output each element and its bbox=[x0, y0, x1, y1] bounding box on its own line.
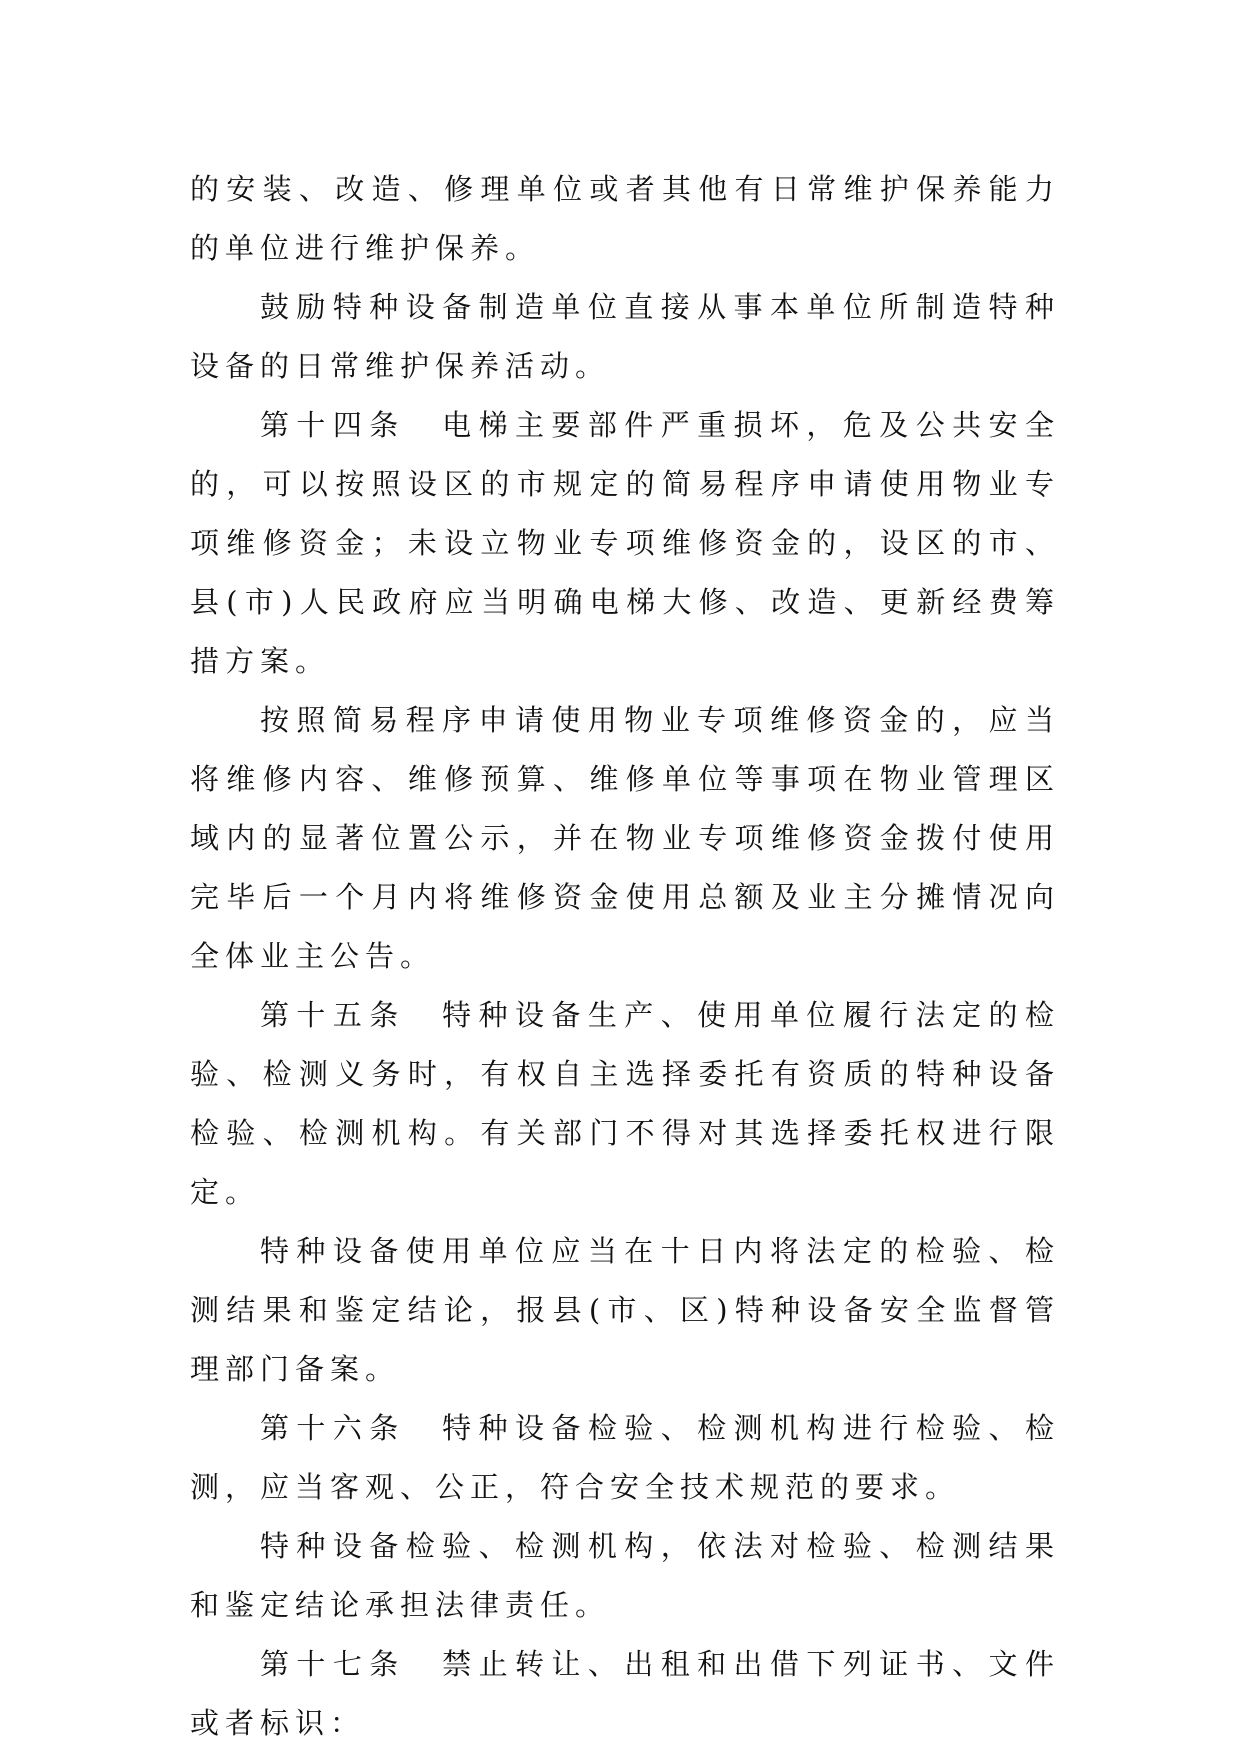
article-15: 第十五条 特种设备生产、使用单位履行法定的检验、检测义务时，有权自主选择委托有资质的特种设备检验、检测机构。有关部门不得对其选择委托权进行限定。 bbox=[190, 998, 1060, 1209]
article-16: 第十六条 特种设备检验、检测机构进行检验、检测，应当客观、公正，符合安全技术规范的要求。 bbox=[190, 1411, 1060, 1504]
paragraph: 特种设备使用单位应当在十日内将法定的检验、检测结果和鉴定结论，报县(市、区)特种设备安全监督管理部门备案。 bbox=[190, 1234, 1060, 1386]
paragraph-continuation: 的安装、改造、修理单位或者其他有日常维护保养能力的单位进行维护保养。 bbox=[190, 172, 1060, 265]
paragraph: 特种设备检验、检测机构，依法对检验、检测结果和鉴定结论承担法律责任。 bbox=[190, 1529, 1060, 1622]
article-14: 第十四条 电梯主要部件严重损坏，危及公共安全的，可以按照设区的市规定的简易程序申请使用物业专项维修资金；未设立物业专项维修资金的，设区的市、县(市)人民政府应当明确电梯大修、改造、更新经费筹措方案。 bbox=[190, 408, 1060, 678]
document-body bbox=[190, 160, 1060, 1753]
paragraph: 鼓励特种设备制造单位直接从事本单位所制造特种设备的日常维护保养活动。 bbox=[190, 290, 1060, 383]
paragraph: 按照简易程序申请使用物业专项维修资金的，应当将维修内容、维修预算、维修单位等事项在物业管理区域内的显著位置公示，并在物业专项维修资金拨付使用完毕后一个月内将维修资金使用总额及业主分摊情况向全体业主公告。 bbox=[190, 703, 1060, 973]
article-17: 第十七条 禁止转让、出租和出借下列证书、文件或者标识： bbox=[190, 1647, 1060, 1740]
